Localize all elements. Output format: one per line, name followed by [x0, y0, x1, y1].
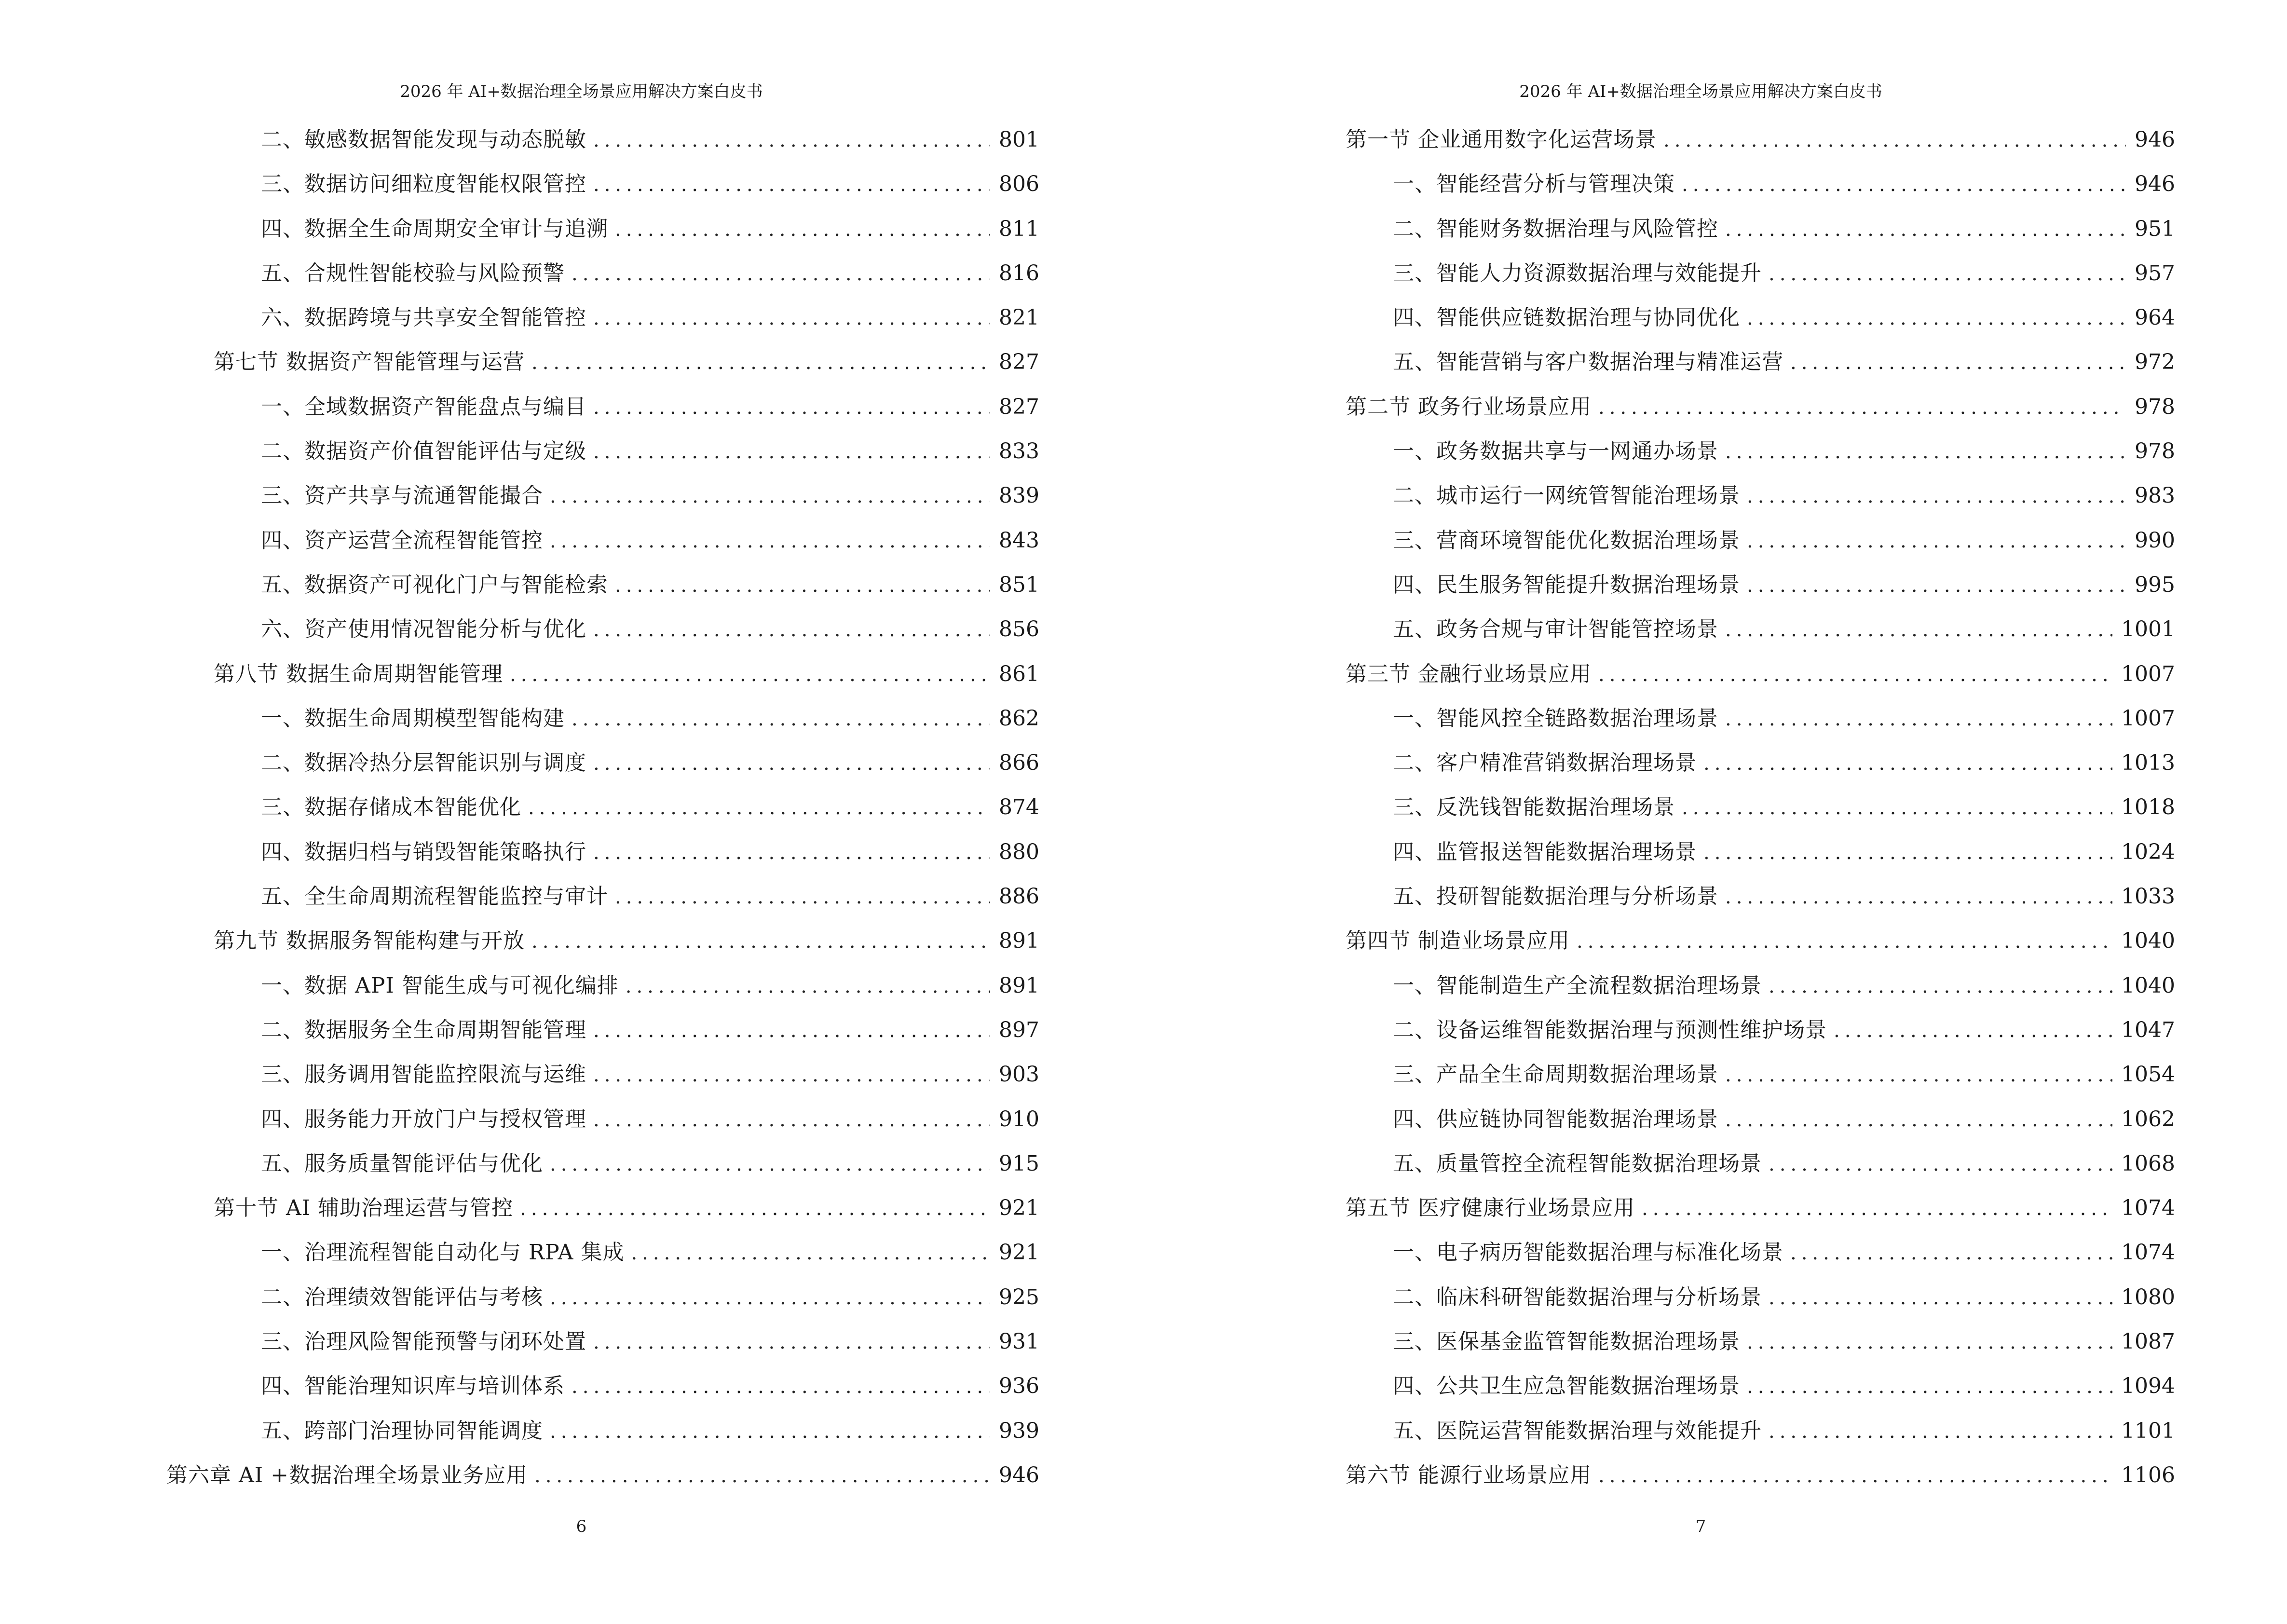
toc-entry-title: 二、敏感数据智能发现与动态脱敏 — [261, 127, 586, 152]
toc-dot-leader — [1642, 1194, 2112, 1223]
toc-entry-page: 910 — [999, 1106, 1039, 1132]
toc-entry-page: 983 — [2135, 483, 2175, 508]
toc-dot-leader — [593, 1328, 990, 1357]
toc-dot-leader — [1598, 1461, 2112, 1490]
toc-dot-leader — [1790, 1239, 2112, 1268]
toc-subsection-entry[interactable] — [166, 967, 1039, 1011]
toc-dot-leader — [1598, 660, 2112, 689]
toc-subsection-entry[interactable] — [166, 1412, 1039, 1456]
page-number: 7 — [1695, 1517, 1706, 1536]
toc-entry-title: 五、数据资产可视化门户与智能检索 — [261, 572, 608, 597]
toc-entry-title: 一、数据生命周期模型智能构建 — [261, 706, 565, 731]
toc-subsection-entry[interactable] — [1346, 967, 2175, 1011]
toc-subsection-entry[interactable] — [166, 744, 1039, 788]
toc-entry-title: 第七节 数据资产智能管理与运营 — [214, 350, 525, 375]
toc-subsection-entry[interactable] — [1346, 1278, 2175, 1323]
toc-dot-leader — [1725, 705, 2112, 734]
toc-subsection-entry[interactable] — [166, 165, 1039, 209]
toc-section-entry[interactable] — [1346, 922, 2175, 966]
toc-subsection-entry[interactable] — [166, 788, 1039, 832]
toc-entry-title: 六、资产使用情况智能分析与优化 — [261, 617, 586, 642]
toc-entry-title: 五、合规性智能校验与风险预警 — [261, 260, 565, 286]
toc-subsection-entry[interactable] — [166, 1323, 1039, 1367]
toc-entry-page: 1074 — [2121, 1196, 2175, 1221]
toc-dot-leader — [1747, 571, 2126, 600]
toc-subsection-entry[interactable] — [1346, 1145, 2175, 1189]
toc-entry-page: 897 — [999, 1017, 1039, 1042]
toc-entry-title: 四、智能治理知识库与培训体系 — [261, 1374, 565, 1399]
toc-dot-leader — [550, 482, 990, 511]
toc-dot-leader — [1703, 749, 2112, 778]
toc-dot-leader — [1703, 838, 2112, 867]
toc-dot-leader — [1598, 393, 2126, 422]
toc-entry-title: 三、智能人力资源数据治理与效能提升 — [1393, 260, 1762, 286]
toc-section-entry[interactable] — [1346, 1189, 2175, 1233]
toc-entry-page: 957 — [2135, 260, 2175, 286]
toc-dot-leader — [615, 215, 990, 244]
toc-chapter-entry[interactable] — [166, 1456, 1039, 1501]
toc-entry-page: 1018 — [2121, 795, 2175, 820]
toc-entry-title: 三、服务调用智能监控限流与运维 — [261, 1062, 586, 1087]
toc-subsection-entry[interactable] — [166, 121, 1039, 165]
toc-subsection-entry[interactable] — [166, 610, 1039, 655]
toc-entry-page: 874 — [999, 795, 1039, 820]
toc-dot-leader — [1725, 883, 2112, 912]
toc-subsection-entry[interactable] — [1346, 477, 2175, 521]
toc-dot-leader — [1663, 126, 2126, 155]
toc-dot-leader — [593, 304, 990, 333]
toc-entry-title: 第二节 政务行业场景应用 — [1346, 394, 1592, 419]
toc-entry-page: 1062 — [2121, 1106, 2175, 1132]
toc-subsection-entry[interactable] — [1346, 1367, 2175, 1411]
toc-entry-page: 1094 — [2121, 1374, 2175, 1399]
toc-entry-title: 三、医保基金监管智能数据治理场景 — [1393, 1329, 1740, 1354]
toc-entry-title: 二、治理绩效智能评估与考核 — [261, 1284, 543, 1310]
toc-dot-leader — [1769, 259, 2126, 288]
toc-subsection-entry[interactable] — [1346, 566, 2175, 610]
toc-subsection-entry[interactable] — [1346, 1011, 2175, 1055]
toc-entry-title: 一、政务数据共享与一网通办场景 — [1393, 439, 1718, 464]
toc-dot-leader — [1577, 927, 2112, 956]
toc-entry-title: 二、临床科研智能数据治理与分析场景 — [1393, 1284, 1762, 1310]
toc-entry-title: 一、智能风控全链路数据治理场景 — [1393, 706, 1718, 731]
toc-subsection-entry[interactable] — [166, 1011, 1039, 1055]
toc-entry-page: 921 — [999, 1240, 1039, 1265]
toc-entry-page: 921 — [999, 1196, 1039, 1221]
toc-entry-title: 四、民生服务智能提升数据治理场景 — [1393, 572, 1740, 597]
toc-dot-leader — [531, 927, 990, 956]
toc-section-entry[interactable] — [166, 922, 1039, 966]
toc-entry-title: 一、电子病历智能数据治理与标准化场景 — [1393, 1240, 1783, 1265]
toc-entry-page: 939 — [999, 1418, 1039, 1443]
toc-entry-title: 二、数据资产价值智能评估与定级 — [261, 439, 586, 464]
toc-subsection-entry[interactable] — [1346, 877, 2175, 922]
toc-entry-page: 851 — [999, 572, 1039, 597]
toc-subsection-entry[interactable] — [1346, 299, 2175, 343]
toc-subsection-entry[interactable] — [166, 877, 1039, 922]
toc-entry-title: 三、反洗钱智能数据治理场景 — [1393, 795, 1675, 820]
toc-section-entry[interactable] — [1346, 1456, 2175, 1501]
toc-subsection-entry[interactable] — [166, 210, 1039, 254]
toc-entry-page: 931 — [999, 1329, 1039, 1354]
toc-entry-page: 946 — [2135, 127, 2175, 152]
toc-entry-page: 1080 — [2121, 1284, 2175, 1310]
toc-entry-page: 990 — [2135, 528, 2175, 553]
toc-subsection-entry[interactable] — [1346, 610, 2175, 655]
toc-subsection-entry[interactable] — [1346, 1055, 2175, 1100]
toc-entry-page: 821 — [999, 305, 1039, 330]
toc-entry-title: 第九节 数据服务智能构建与开放 — [214, 928, 525, 954]
toc-section-entry[interactable] — [1346, 388, 2175, 432]
toc-entry-title: 五、质量管控全流程智能数据治理场景 — [1393, 1151, 1762, 1176]
toc-entry-page: 1087 — [2121, 1329, 2175, 1354]
toc-entry-page: 946 — [999, 1462, 1039, 1488]
toc-section-entry[interactable] — [166, 1189, 1039, 1233]
toc-entry-page: 801 — [999, 127, 1039, 152]
toc-dot-leader — [1682, 170, 2126, 199]
toc-dot-leader — [593, 170, 990, 199]
toc-entry-page: 995 — [2135, 572, 2175, 597]
toc-entry-page: 856 — [999, 617, 1039, 642]
toc-entry-page: 811 — [999, 216, 1039, 241]
toc-entry-title: 一、智能经营分析与管理决策 — [1393, 172, 1675, 197]
toc-entry-page: 972 — [2135, 350, 2175, 375]
toc-entry-page: 880 — [999, 839, 1039, 864]
toc-subsection-entry[interactable] — [166, 1100, 1039, 1145]
toc-entry-title: 四、数据归档与销毁智能策略执行 — [261, 839, 586, 864]
toc-dot-leader — [631, 1239, 990, 1268]
toc-entry-title: 四、监管报送智能数据治理场景 — [1393, 839, 1697, 864]
toc-dot-leader — [1725, 1061, 2112, 1090]
toc-dot-leader — [593, 1105, 990, 1134]
toc-dot-leader — [1747, 527, 2126, 556]
toc-subsection-entry[interactable] — [1346, 1100, 2175, 1145]
toc-entry-page: 839 — [999, 483, 1039, 508]
toc-subsection-entry[interactable] — [166, 388, 1039, 432]
toc-entry-page: 866 — [999, 751, 1039, 776]
toc-dot-leader — [1769, 972, 2112, 1001]
toc-entry-title: 四、供应链协同智能数据治理场景 — [1393, 1106, 1718, 1132]
toc-entry-title: 二、数据冷热分层智能识别与调度 — [261, 751, 586, 776]
toc-entry-page: 951 — [2135, 216, 2175, 241]
table-of-contents — [1346, 121, 2175, 1501]
toc-entry-page: 1001 — [2121, 617, 2175, 642]
toc-dot-leader — [550, 1150, 990, 1179]
toc-entry-title: 第八节 数据生命周期智能管理 — [214, 661, 503, 686]
toc-entry-page: 891 — [999, 928, 1039, 954]
toc-entry-page: 946 — [2135, 172, 2175, 197]
toc-subsection-entry[interactable] — [166, 477, 1039, 521]
toc-subsection-entry[interactable] — [166, 432, 1039, 477]
toc-entry-page: 1074 — [2121, 1240, 2175, 1265]
toc-subsection-entry[interactable] — [166, 521, 1039, 566]
toc-entry-title: 三、数据存储成本智能优化 — [261, 795, 521, 820]
toc-subsection-entry[interactable] — [1346, 744, 2175, 788]
toc-dot-leader — [534, 1461, 990, 1490]
toc-dot-leader — [1747, 1372, 2112, 1401]
toc-dot-leader — [615, 571, 990, 600]
toc-entry-title: 三、营商环境智能优化数据治理场景 — [1393, 528, 1740, 553]
toc-entry-title: 三、资产共享与流通智能撮合 — [261, 483, 543, 508]
toc-entry-page: 1106 — [2121, 1462, 2175, 1488]
toc-entry-page: 1047 — [2121, 1017, 2175, 1042]
toc-dot-leader — [626, 972, 990, 1001]
toc-entry-title: 五、投研智能数据治理与分析场景 — [1393, 884, 1718, 909]
toc-dot-leader — [550, 1283, 990, 1312]
toc-dot-leader — [593, 393, 990, 422]
toc-entry-title: 三、治理风险智能预警与闭环处置 — [261, 1329, 586, 1354]
toc-subsection-entry[interactable] — [1346, 165, 2175, 209]
toc-entry-title: 一、数据 API 智能生成与可视化编排 — [261, 973, 619, 998]
toc-entry-title: 五、跨部门治理协同智能调度 — [261, 1418, 543, 1443]
toc-entry-page: 903 — [999, 1062, 1039, 1087]
toc-entry-title: 二、客户精准营销数据治理场景 — [1393, 751, 1697, 776]
toc-subsection-entry[interactable] — [1346, 1412, 2175, 1456]
toc-subsection-entry[interactable] — [1346, 699, 2175, 744]
toc-entry-title: 五、政务合规与审计智能管控场景 — [1393, 617, 1718, 642]
toc-subsection-entry[interactable] — [1346, 432, 2175, 477]
running-header: 2026 年 AI+数据治理全场景应用解决方案白皮书 — [400, 82, 763, 101]
toc-entry-title: 四、服务能力开放门户与授权管理 — [261, 1106, 586, 1132]
toc-entry-page: 1013 — [2121, 751, 2175, 776]
toc-entry-page: 1040 — [2121, 973, 2175, 998]
toc-dot-leader — [593, 437, 990, 466]
toc-entry-page: 1054 — [2121, 1062, 2175, 1087]
toc-entry-title: 第六节 能源行业场景应用 — [1346, 1462, 1592, 1488]
toc-dot-leader — [1790, 348, 2126, 377]
toc-dot-leader — [510, 660, 990, 689]
right-page — [1144, 0, 2287, 1624]
toc-dot-leader — [572, 705, 990, 734]
toc-dot-leader — [593, 749, 990, 778]
toc-entry-title: 第十节 AI 辅助治理运营与管控 — [214, 1196, 514, 1221]
page-number: 6 — [576, 1517, 587, 1536]
running-header: 2026 年 AI+数据治理全场景应用解决方案白皮书 — [1519, 82, 1882, 101]
toc-dot-leader — [1725, 615, 2112, 644]
toc-entry-title: 第三节 金融行业场景应用 — [1346, 661, 1592, 686]
toc-dot-leader — [1769, 1283, 2112, 1312]
toc-entry-page: 925 — [999, 1284, 1039, 1310]
toc-dot-leader — [550, 527, 990, 556]
toc-dot-leader — [593, 615, 990, 644]
toc-entry-page: 964 — [2135, 305, 2175, 330]
toc-dot-leader — [593, 1016, 990, 1045]
toc-subsection-entry[interactable] — [166, 833, 1039, 877]
toc-dot-leader — [1769, 1417, 2112, 1446]
toc-section-entry[interactable] — [166, 655, 1039, 699]
toc-subsection-entry[interactable] — [1346, 1233, 2175, 1278]
toc-entry-page: 816 — [999, 260, 1039, 286]
toc-entry-title: 二、设备运维智能数据治理与预测性维护场景 — [1393, 1017, 1827, 1042]
toc-entry-page: 936 — [999, 1374, 1039, 1399]
toc-entry-page: 861 — [999, 661, 1039, 686]
toc-entry-title: 第六章 AI +数据治理全场景业务应用 — [166, 1462, 528, 1488]
toc-entry-title: 四、资产运营全流程智能管控 — [261, 528, 543, 553]
toc-entry-title: 二、城市运行一网统管智能治理场景 — [1393, 483, 1740, 508]
toc-entry-page: 827 — [999, 350, 1039, 375]
toc-section-entry[interactable] — [166, 343, 1039, 387]
toc-entry-title: 三、产品全生命周期数据治理场景 — [1393, 1062, 1718, 1087]
toc-entry-page: 862 — [999, 706, 1039, 731]
toc-subsection-entry[interactable] — [1346, 210, 2175, 254]
toc-entry-title: 第四节 制造业场景应用 — [1346, 928, 1570, 954]
toc-subsection-entry[interactable] — [166, 699, 1039, 744]
toc-entry-page: 827 — [999, 394, 1039, 419]
toc-entry-page: 886 — [999, 884, 1039, 909]
toc-dot-leader — [1725, 437, 2126, 466]
toc-entry-page: 1068 — [2121, 1151, 2175, 1176]
toc-subsection-entry[interactable] — [1346, 521, 2175, 566]
toc-subsection-entry[interactable] — [1346, 1323, 2175, 1367]
toc-dot-leader — [1747, 1328, 2112, 1357]
toc-entry-title: 四、数据全生命周期安全审计与追溯 — [261, 216, 608, 241]
toc-subsection-entry[interactable] — [166, 1145, 1039, 1189]
toc-entry-title: 四、智能供应链数据治理与协同优化 — [1393, 305, 1740, 330]
toc-entry-page: 978 — [2135, 394, 2175, 419]
toc-dot-leader — [593, 126, 990, 155]
toc-entry-title: 一、全域数据资产智能盘点与编目 — [261, 394, 586, 419]
toc-subsection-entry[interactable] — [166, 1055, 1039, 1100]
toc-entry-page: 1007 — [2121, 661, 2175, 686]
toc-subsection-entry[interactable] — [1346, 343, 2175, 387]
toc-subsection-entry[interactable] — [166, 1278, 1039, 1323]
toc-dot-leader — [572, 1372, 990, 1401]
toc-entry-page: 843 — [999, 528, 1039, 553]
toc-dot-leader — [1747, 304, 2126, 333]
toc-entry-title: 六、数据跨境与共享安全智能管控 — [261, 305, 586, 330]
toc-entry-page: 1101 — [2121, 1418, 2175, 1443]
toc-subsection-entry[interactable] — [166, 299, 1039, 343]
toc-dot-leader — [520, 1194, 990, 1223]
toc-entry-page: 1040 — [2121, 928, 2175, 954]
toc-subsection-entry[interactable] — [1346, 833, 2175, 877]
toc-subsection-entry[interactable] — [166, 1233, 1039, 1278]
toc-dot-leader — [1834, 1016, 2112, 1045]
toc-dot-leader — [572, 259, 990, 288]
toc-entry-title: 二、数据服务全生命周期智能管理 — [261, 1017, 586, 1042]
toc-dot-leader — [1725, 1105, 2112, 1134]
toc-entry-title: 五、服务质量智能评估与优化 — [261, 1151, 543, 1176]
toc-subsection-entry[interactable] — [166, 566, 1039, 610]
toc-dot-leader — [615, 883, 990, 912]
toc-entry-title: 四、公共卫生应急智能数据治理场景 — [1393, 1374, 1740, 1399]
toc-dot-leader — [1769, 1150, 2112, 1179]
toc-dot-leader — [593, 1061, 990, 1090]
toc-entry-title: 三、数据访问细粒度智能权限管控 — [261, 172, 586, 197]
toc-entry-page: 1024 — [2121, 839, 2175, 864]
toc-dot-leader — [531, 348, 990, 377]
toc-section-entry[interactable] — [1346, 121, 2175, 165]
toc-entry-title: 一、治理流程智能自动化与 RPA 集成 — [261, 1240, 625, 1265]
toc-entry-title: 二、智能财务数据治理与风险管控 — [1393, 216, 1718, 241]
toc-entry-title: 五、医院运营智能数据治理与效能提升 — [1393, 1418, 1762, 1443]
toc-entry-page: 1007 — [2121, 706, 2175, 731]
table-of-contents — [166, 121, 1039, 1501]
toc-entry-page: 978 — [2135, 439, 2175, 464]
toc-subsection-entry[interactable] — [1346, 788, 2175, 832]
toc-entry-page: 1033 — [2121, 884, 2175, 909]
toc-dot-leader — [593, 838, 990, 867]
toc-entry-page: 833 — [999, 439, 1039, 464]
toc-entry-page: 806 — [999, 172, 1039, 197]
toc-dot-leader — [1747, 482, 2126, 511]
toc-subsection-entry[interactable] — [166, 254, 1039, 299]
toc-entry-title: 五、全生命周期流程智能监控与审计 — [261, 884, 608, 909]
toc-entry-page: 891 — [999, 973, 1039, 998]
toc-subsection-entry[interactable] — [166, 1367, 1039, 1411]
toc-entry-title: 第一节 企业通用数字化运营场景 — [1346, 127, 1657, 152]
toc-entry-title: 一、智能制造生产全流程数据治理场景 — [1393, 973, 1762, 998]
toc-section-entry[interactable] — [1346, 655, 2175, 699]
toc-subsection-entry[interactable] — [1346, 254, 2175, 299]
toc-dot-leader — [1725, 215, 2126, 244]
toc-dot-leader — [550, 1417, 990, 1446]
toc-entry-page: 915 — [999, 1151, 1039, 1176]
toc-dot-leader — [1682, 793, 2112, 822]
toc-dot-leader — [528, 793, 990, 822]
toc-entry-title: 五、智能营销与客户数据治理与精准运营 — [1393, 350, 1783, 375]
toc-entry-title: 第五节 医疗健康行业场景应用 — [1346, 1196, 1635, 1221]
